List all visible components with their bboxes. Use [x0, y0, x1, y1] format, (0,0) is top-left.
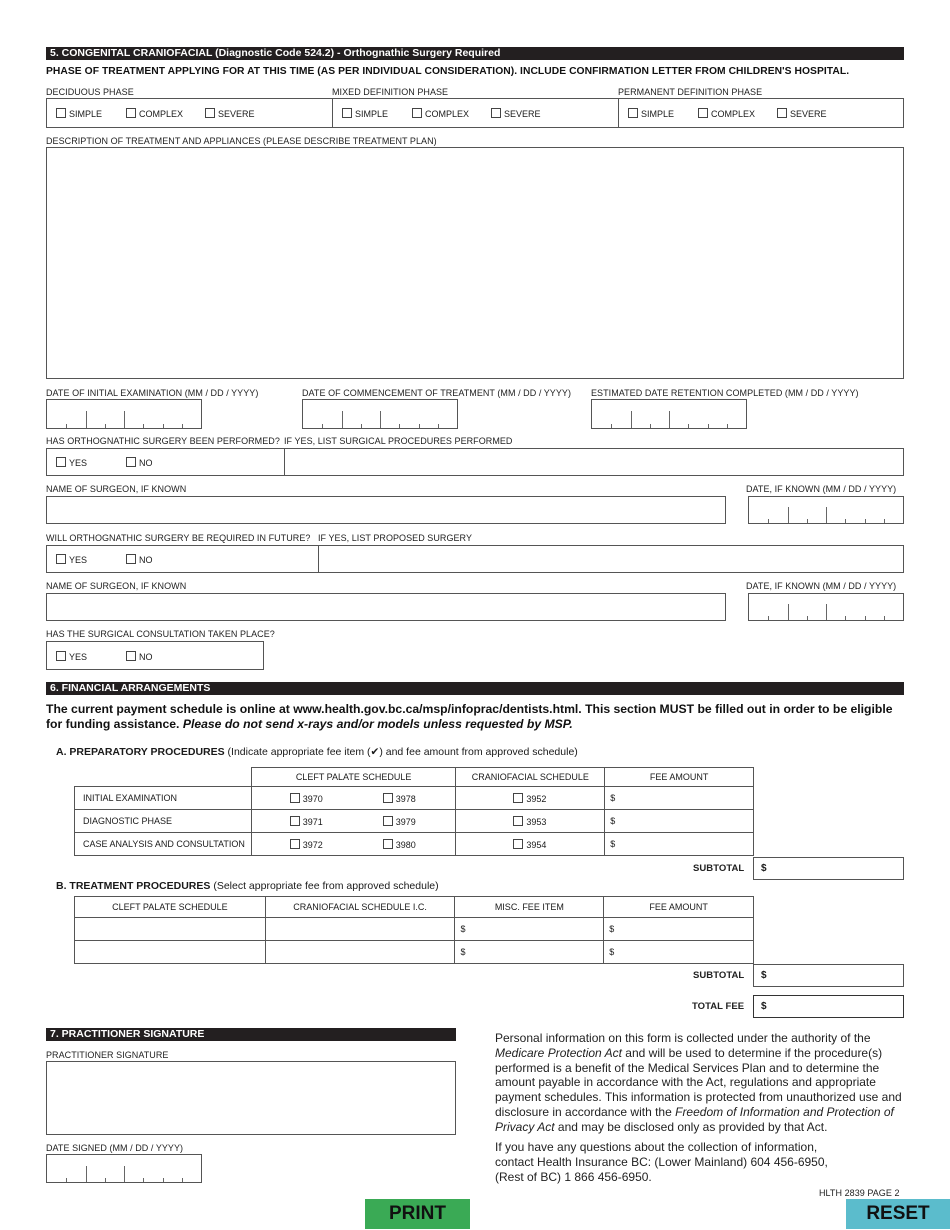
fee-3953-checkbox[interactable]: 3953 [513, 816, 546, 827]
proposed-surgery-label: IF YES, LIST PROPOSED SURGERY [318, 533, 472, 543]
date-tick [865, 519, 866, 523]
form-id: HLTH 2839 PAGE 2 [819, 1188, 900, 1198]
fee-3978-checkbox[interactable]: 3978 [383, 793, 416, 804]
date-tick [826, 604, 827, 620]
date-initial-exam-input[interactable] [46, 399, 202, 429]
fee-amount-input[interactable]: $ [604, 941, 754, 964]
checkbox-square[interactable] [383, 816, 393, 826]
signature-label: PRACTITIONER SIGNATURE [46, 1050, 169, 1060]
surgery-future-label: WILL ORTHOGNATHIC SURGERY BE REQUIRED IN FUTURE? [46, 533, 311, 543]
deciduous-simple-checkbox[interactable]: SIMPLE [56, 108, 102, 119]
date-tick [788, 604, 789, 620]
phase-instruction: PHASE OF TREATMENT APPLYING FOR AT THIS TIME (AS PER INDIVIDUAL CONSIDERATION). INCLUDE CONFIRMATION LETTER FROM CHILDREN'S HOSPITAL. [46, 66, 850, 77]
mixed-simple-checkbox[interactable]: SIMPLE [342, 108, 388, 119]
checkbox-square[interactable] [56, 651, 66, 661]
date-signed-input[interactable] [46, 1154, 202, 1183]
craniofacial-header: CRANIOFACIAL SCHEDULE [456, 768, 605, 787]
date-tick [727, 424, 728, 428]
table-row [75, 918, 754, 941]
preparatory-table [74, 767, 754, 856]
checkbox-square[interactable] [628, 108, 638, 118]
surgery-date-label-1: DATE, IF KNOWN (MM / DD / YYYY) [746, 484, 897, 494]
surgery-performed-yes-checkbox[interactable]: YES [56, 457, 87, 468]
section7-header: 7. PRACTITIONER SIGNATURE [46, 1028, 456, 1041]
checkbox-square[interactable] [56, 108, 66, 118]
checkbox-square[interactable] [513, 816, 523, 826]
surgical-procedures-input[interactable] [286, 450, 902, 474]
date-tick [845, 616, 846, 620]
date-tick [438, 424, 439, 428]
date-tick [182, 424, 183, 428]
table-row [75, 810, 754, 833]
subtotal-b-input[interactable]: $ [753, 964, 904, 987]
fee-3970-checkbox[interactable]: 3970 [290, 793, 323, 804]
date-tick [884, 519, 885, 523]
checkbox-square[interactable] [126, 554, 136, 564]
consultation-yes-checkbox[interactable]: YES [56, 651, 87, 662]
checkbox-square[interactable] [290, 839, 300, 849]
proposed-surgery-input[interactable] [320, 547, 902, 571]
date-tick [768, 616, 769, 620]
misc-fee-input[interactable]: $ [455, 918, 604, 941]
date-tick [66, 1178, 67, 1182]
date-tick [807, 616, 808, 620]
date-tick [631, 411, 632, 428]
craniofacial-input[interactable] [265, 941, 455, 964]
date-tick [182, 1178, 183, 1182]
checkbox-square[interactable] [126, 457, 136, 467]
subtotal-a-input[interactable]: $ [753, 857, 904, 880]
surgery-date-label-2: DATE, IF KNOWN (MM / DD / YYYY) [746, 581, 897, 591]
fee-amount-input[interactable]: $ [605, 833, 754, 856]
fee-3980-checkbox[interactable]: 3980 [383, 839, 416, 850]
date-tick [322, 424, 323, 428]
checkbox-square[interactable] [513, 839, 523, 849]
fee-amount-header: FEE AMOUNT [604, 897, 754, 918]
date-tick [688, 424, 689, 428]
date-tick [86, 411, 87, 428]
surgery-performed-no-checkbox[interactable]: NO [126, 457, 153, 468]
date-tick [163, 1178, 164, 1182]
date-tick [419, 424, 420, 428]
privacy-contact: If you have any questions about the collection of information, contact Health Insurance BC: (Lower Mainland) 604 456-6950, (Rest of BC) 1 866 456-6950. [495, 1140, 828, 1184]
date-tick [788, 507, 789, 523]
date-tick [143, 1178, 144, 1182]
surgeon-name-label-2: NAME OF SURGEON, IF KNOWN [46, 581, 187, 591]
mixed-severe-checkbox[interactable]: SEVERE [491, 108, 541, 119]
date-initial-exam-label: DATE OF INITIAL EXAMINATION (MM / DD / YYYY) [46, 388, 259, 398]
fee-3979-checkbox[interactable]: 3979 [383, 816, 416, 827]
fee-amount-input[interactable]: $ [604, 918, 754, 941]
checkbox-square[interactable] [383, 839, 393, 849]
checkbox-square[interactable] [56, 554, 66, 564]
table-row [75, 833, 754, 856]
misc-fee-input[interactable]: $ [455, 941, 604, 964]
consultation-no-checkbox[interactable]: NO [126, 651, 153, 662]
checkbox-square[interactable] [777, 108, 787, 118]
surgery-future-yes-checkbox[interactable]: YES [56, 554, 87, 565]
surgery-date-input-2[interactable] [748, 593, 904, 621]
mixed-complex-checkbox[interactable]: COMPLEX [412, 108, 469, 119]
date-tick [669, 411, 670, 428]
surgical-procedures-label: IF YES, LIST SURGICAL PROCEDURES PERFORMED [284, 436, 513, 446]
treatment-title: B. TREATMENT PROCEDURES (Select appropriate fee from approved schedule) [56, 880, 439, 892]
deciduous-severe-checkbox[interactable]: SEVERE [205, 108, 255, 119]
date-tick [865, 616, 866, 620]
subtotal-b-label: SUBTOTAL [693, 970, 745, 981]
fee-3954-checkbox[interactable]: 3954 [513, 839, 546, 850]
craniofacial-input[interactable] [265, 918, 455, 941]
table-row [75, 787, 754, 810]
reset-button[interactable]: RESET [846, 1199, 950, 1229]
date-tick [124, 1166, 125, 1182]
date-tick [66, 424, 67, 428]
deciduous-complex-checkbox[interactable]: COMPLEX [126, 108, 183, 119]
subtotal-a-label: SUBTOTAL [693, 863, 745, 874]
date-tick [826, 507, 827, 523]
date-tick [650, 424, 651, 428]
fee-amount-input[interactable]: $ [605, 787, 754, 810]
date-tick [380, 411, 381, 428]
date-tick [124, 411, 125, 428]
date-commencement-label: DATE OF COMMENCEMENT OF TREATMENT (MM / DD / YYYY) [302, 388, 572, 398]
surgeon-name-input-2[interactable] [46, 593, 726, 621]
fee-amount-input[interactable]: $ [605, 810, 754, 833]
fee-amount-header: FEE AMOUNT [605, 768, 754, 787]
surgery-future-no-checkbox[interactable]: NO [126, 554, 153, 565]
date-tick [884, 616, 885, 620]
date-signed-label: DATE SIGNED (MM / DD / YYYY) [46, 1143, 184, 1153]
date-tick [163, 424, 164, 428]
craniofacial-ic-header: CRANIOFACIAL SCHEDULE I.C. [265, 897, 455, 918]
checkbox-square[interactable] [205, 108, 215, 118]
description-label: DESCRIPTION OF TREATMENT AND APPLIANCES (PLEASE DESCRIBE TREATMENT PLAN) [46, 136, 437, 146]
date-tick [143, 424, 144, 428]
surgeon-name-label-1: NAME OF SURGEON, IF KNOWN [46, 484, 187, 494]
checkbox-square[interactable] [342, 108, 352, 118]
date-retention-label: ESTIMATED DATE RETENTION COMPLETED (MM / DD / YYYY) [591, 388, 859, 398]
date-tick [611, 424, 612, 428]
date-tick [361, 424, 362, 428]
section5-header: 5. CONGENITAL CRANIOFACIAL (Diagnostic Code 524.2) - Orthognathic Surgery Required [46, 47, 904, 60]
cleft-palate-header: CLEFT PALATE SCHEDULE [251, 768, 456, 787]
section6-header: 6. FINANCIAL ARRANGEMENTS [46, 682, 904, 695]
checkbox-square[interactable] [290, 793, 300, 803]
checkbox-square[interactable] [56, 457, 66, 467]
treatment-table [74, 896, 754, 964]
misc-fee-header: MISC. FEE ITEM [455, 897, 604, 918]
total-fee-label: TOTAL FEE [692, 1001, 745, 1012]
date-tick [708, 424, 709, 428]
checkbox-square[interactable] [513, 793, 523, 803]
preparatory-title: A. PREPARATORY PROCEDURES (Indicate appropriate fee item (✔) and fee amount from approved schedule) [56, 746, 578, 758]
date-tick [807, 519, 808, 523]
row-label: INITIAL EXAMINATION [75, 787, 252, 810]
mixed-phase-label: MIXED DEFINITION PHASE [332, 87, 449, 97]
fee-3972-checkbox[interactable]: 3972 [290, 839, 323, 850]
permanent-phase-label: PERMANENT DEFINITION PHASE [618, 87, 763, 97]
date-tick [86, 1166, 87, 1182]
date-commencement-input[interactable] [302, 399, 458, 429]
checkbox-square[interactable] [126, 651, 136, 661]
date-tick [399, 424, 400, 428]
checkbox-square[interactable] [290, 816, 300, 826]
checkbox-square[interactable] [126, 108, 136, 118]
cleft-palate-input[interactable] [75, 918, 266, 941]
checkbox-square[interactable] [491, 108, 501, 118]
table-row [75, 941, 754, 964]
privacy-notice: Personal information on this form is collected under the authority of the Medicare Protection Act and will be used to determine if the procedure(s) performed is a benefit of the Medical Services Plan and to determine the amount payable in accordance with the Act, regulations and appropriate payment schedules. This information is protected from unauthorized use and disclosure in accordance with the Freedom of Information and Protection of Privacy Act and may be disclosed only as provided by that Act. [495, 1031, 902, 1134]
treatment-description-textarea[interactable] [46, 147, 904, 379]
surgery-date-input-1[interactable] [748, 496, 904, 524]
date-retention-input[interactable] [591, 399, 747, 429]
consultation-label: HAS THE SURGICAL CONSULTATION TAKEN PLACE? [46, 629, 275, 639]
cleft-palate-input[interactable] [75, 941, 266, 964]
fee-3952-checkbox[interactable]: 3952 [513, 793, 546, 804]
surgeon-name-input-1[interactable] [46, 496, 726, 524]
permanent-simple-checkbox[interactable]: SIMPLE [628, 108, 674, 119]
date-tick [768, 519, 769, 523]
deciduous-phase-label: DECIDUOUS PHASE [46, 87, 134, 97]
row-label: DIAGNOSTIC PHASE [75, 810, 252, 833]
checkbox-square[interactable] [698, 108, 708, 118]
fee-3971-checkbox[interactable]: 3971 [290, 816, 323, 827]
cleft-palate-header: CLEFT PALATE SCHEDULE [75, 897, 266, 918]
payment-schedule-notice: The current payment schedule is online at www.health.gov.bc.ca/msp/infoprac/dentists.html. This section MUST be filled out in order to be eligible for funding assistance. Please do not send x-rays and/or models unless requested by MSP. [46, 702, 893, 731]
row-label: CASE ANALYSIS AND CONSULTATION [75, 833, 252, 856]
signature-field[interactable] [46, 1061, 456, 1135]
date-tick [342, 411, 343, 428]
date-tick [845, 519, 846, 523]
checkbox-square[interactable] [383, 793, 393, 803]
date-tick [105, 424, 106, 428]
checkbox-square[interactable] [412, 108, 422, 118]
surgery-performed-label: HAS ORTHOGNATHIC SURGERY BEEN PERFORMED? [46, 436, 280, 446]
permanent-complex-checkbox[interactable]: COMPLEX [698, 108, 755, 119]
print-button[interactable]: PRINT [365, 1199, 470, 1229]
date-tick [105, 1178, 106, 1182]
permanent-severe-checkbox[interactable]: SEVERE [777, 108, 827, 119]
total-fee-input[interactable]: $ [753, 995, 904, 1018]
